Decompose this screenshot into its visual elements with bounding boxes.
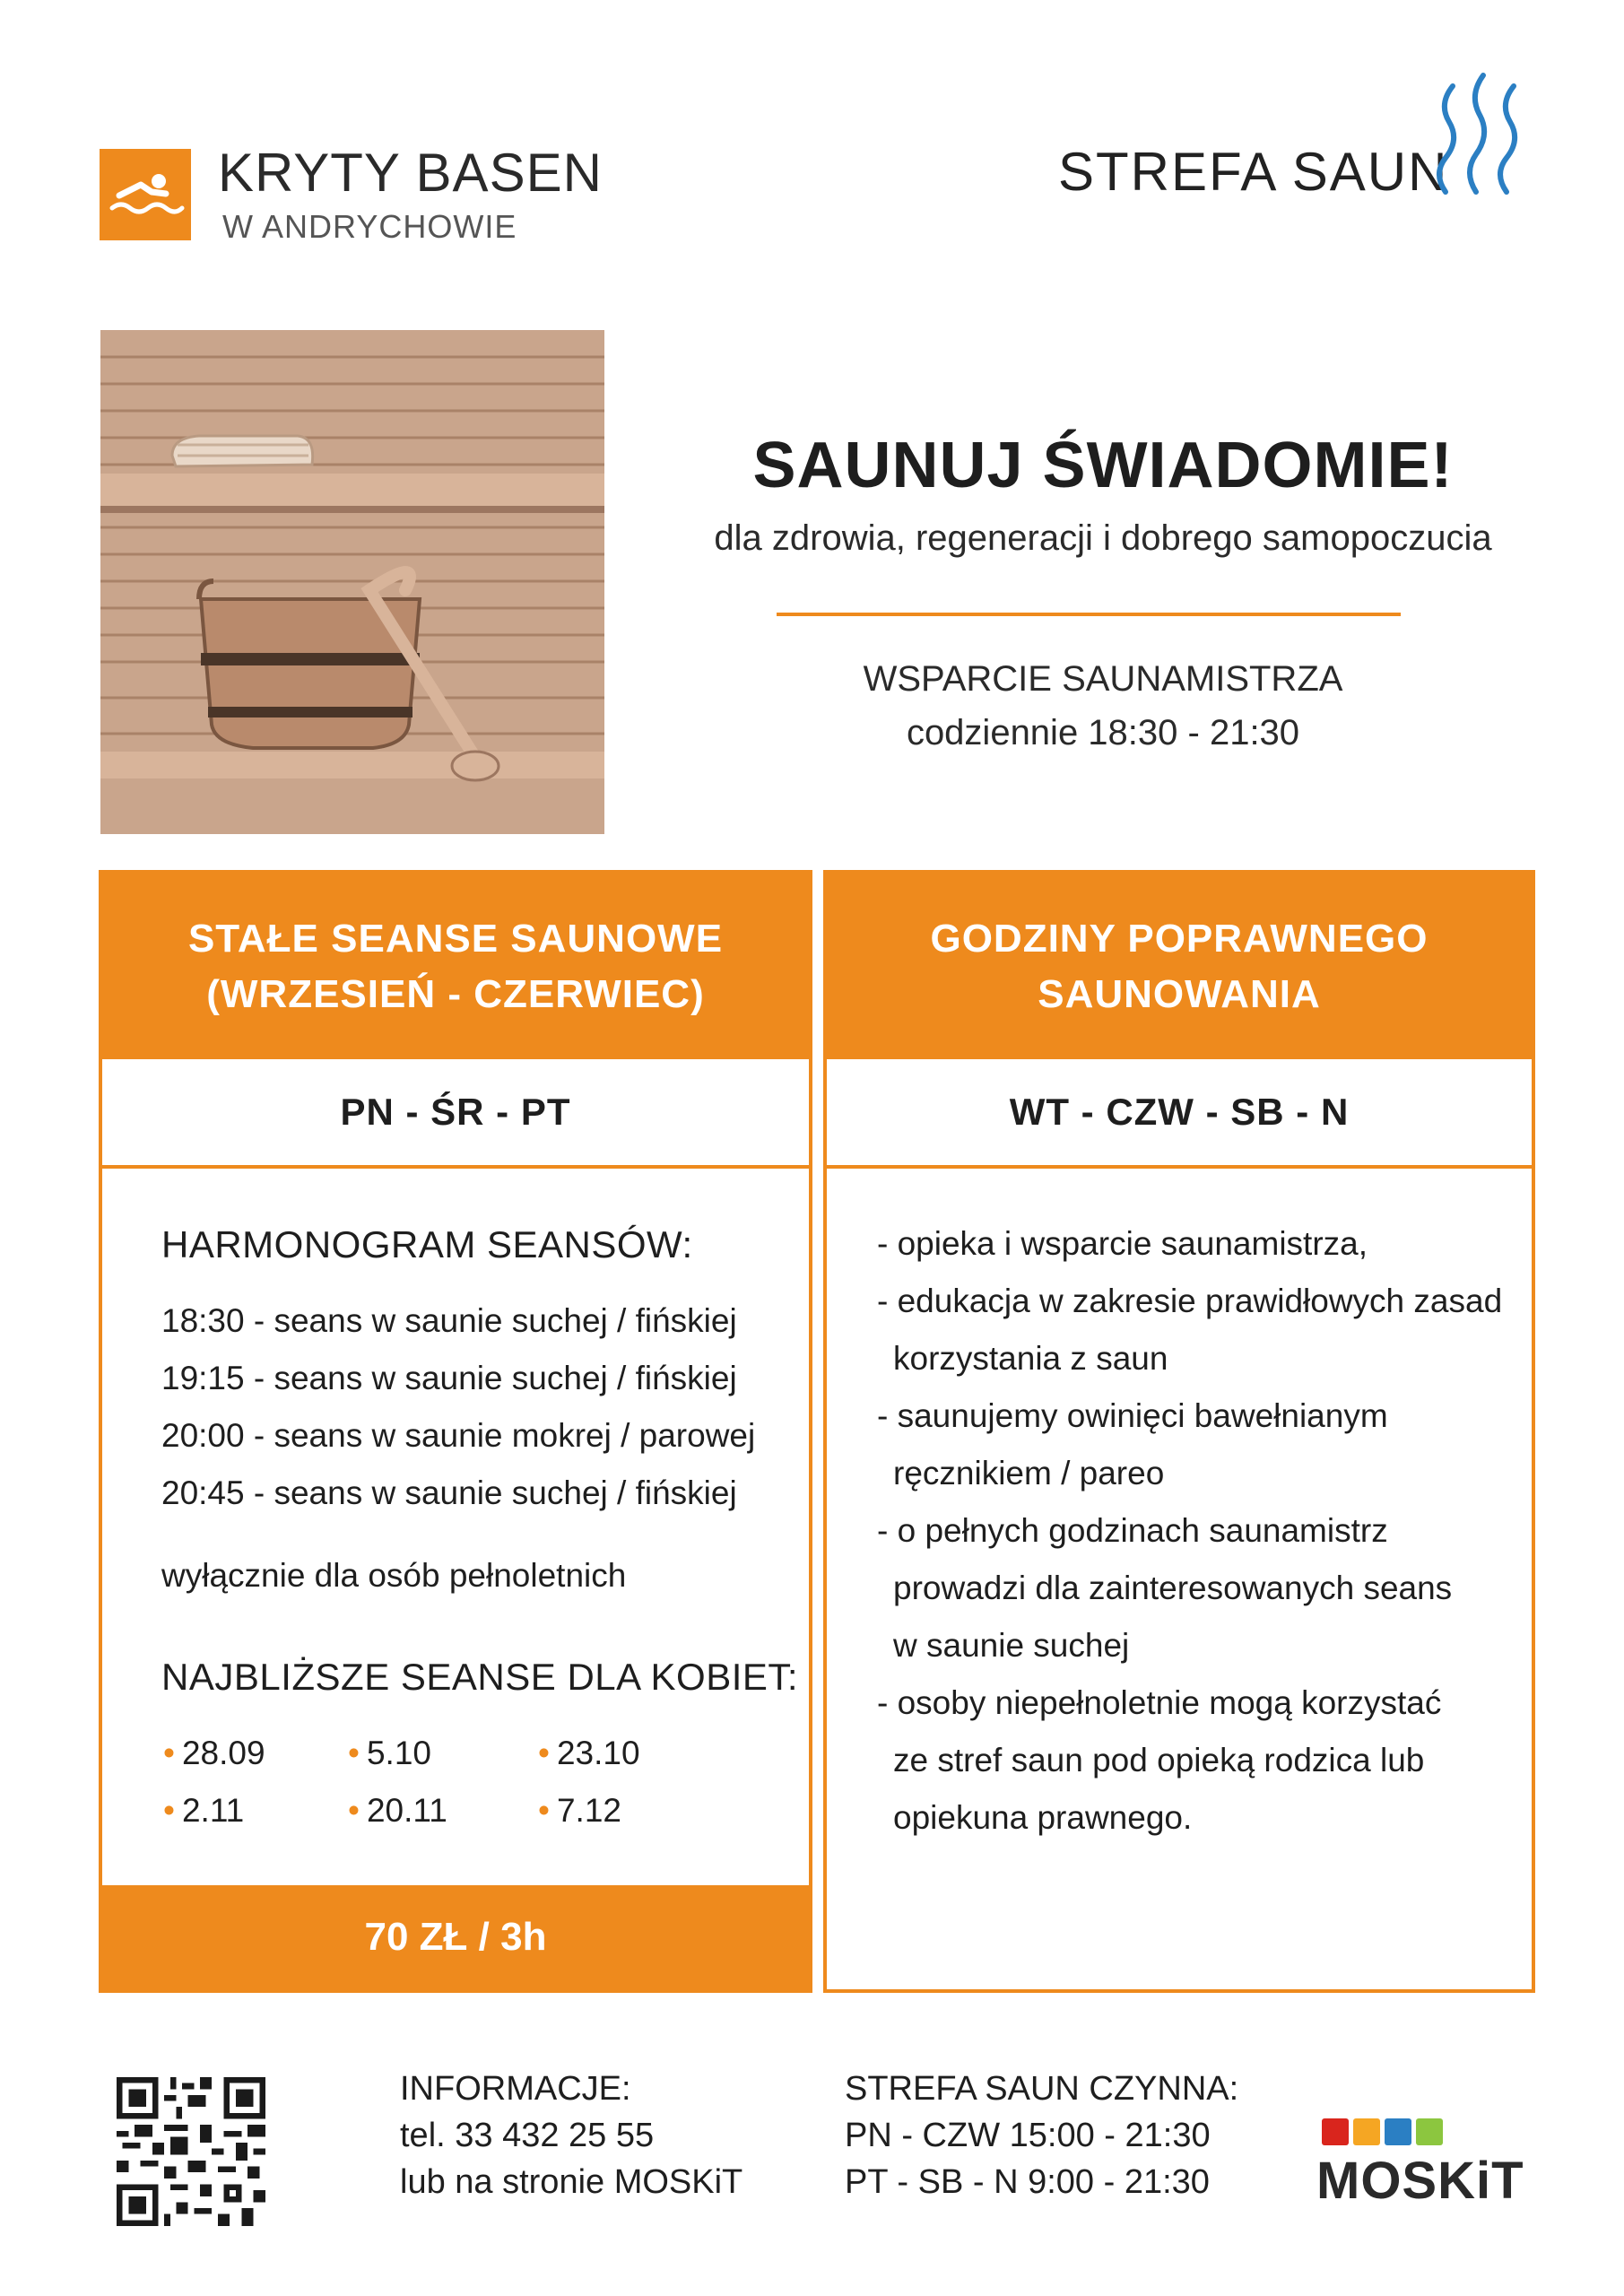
panel-days: PN - ŚR - PT: [102, 1059, 809, 1169]
logo-subtitle: W ANDRYCHOWIE: [222, 208, 517, 245]
proper-sauna-hours-panel: [823, 870, 1535, 1993]
bullet-icon: •: [538, 1735, 550, 1771]
qr-code[interactable]: [117, 2077, 265, 2226]
runner-icon: [1353, 2118, 1380, 2145]
panel-heading: [827, 874, 1532, 1059]
swimmer-icon: [100, 149, 191, 240]
info-line: - edukacja w zakresie prawidłowych zasad: [877, 1283, 1503, 1319]
info-line: ręcznikiem / pareo: [893, 1455, 1165, 1492]
support-title: WSPARCIE SAUNAMISTRZA: [863, 659, 1343, 699]
sauna-photo: [100, 330, 604, 834]
bullet-icon: •: [163, 1792, 175, 1829]
schedule-item: 18:30 - seans w saunie suchej / fińskiej: [161, 1302, 737, 1339]
women-sessions-title: NAJBLIŻSZE SEANSE DLA KOBIET:: [161, 1656, 799, 1698]
panel-days: WT - CZW - SB - N: [827, 1059, 1532, 1169]
info-title: INFORMACJE:: [400, 2070, 631, 2108]
hero-title: SAUNUJ ŚWIADOMIE!: [752, 430, 1454, 501]
brand-icons: [1322, 2118, 1447, 2150]
castle-icon: [1322, 2118, 1349, 2145]
support-hours: codziennie 18:30 - 21:30: [906, 713, 1300, 752]
women-date: • 5.10: [348, 1735, 431, 1771]
fixed-sessions-panel: [99, 870, 812, 1993]
panel-heading-line2: SAUNOWANIA: [1038, 971, 1321, 1016]
schedule-title: HARMONOGRAM SEANSÓW:: [161, 1223, 693, 1265]
info-line: korzystania z saun: [893, 1340, 1168, 1377]
bullet-icon: •: [163, 1735, 175, 1771]
hero-subtitle: dla zdrowia, regeneracji i dobrego samopoczucia: [714, 518, 1492, 558]
bullet-icon: •: [348, 1792, 360, 1829]
women-date: • 28.09: [163, 1735, 265, 1771]
swim-icon: [1416, 2118, 1443, 2145]
info-phone[interactable]: tel. 33 432 25 55: [400, 2117, 655, 2154]
zone-title: STREFA SAUN: [1058, 142, 1449, 202]
women-date: • 23.10: [538, 1735, 640, 1771]
theater-icon: [1385, 2118, 1411, 2145]
bullet-icon: •: [538, 1792, 550, 1829]
info-line: opiekuna prawnego.: [893, 1799, 1193, 1836]
panel-heading-line2: (WRZESIEŃ - CZERWIEC): [206, 971, 705, 1016]
panel-heading: [102, 874, 809, 1059]
info-line: - opieka i wsparcie saunamistrza,: [877, 1225, 1368, 1262]
bullet-icon: •: [348, 1735, 360, 1771]
women-date: • 7.12: [538, 1792, 621, 1829]
schedule-item: 19:15 - seans w saunie suchej / fińskiej: [161, 1360, 737, 1396]
schedule-item: 20:45 - seans w saunie suchej / fińskiej: [161, 1474, 737, 1511]
info-web[interactable]: lub na stronie MOSKiT: [400, 2163, 743, 2201]
adults-note: wyłącznie dla osób pełnoletnich: [161, 1557, 627, 1594]
women-date: • 2.11: [163, 1792, 245, 1829]
schedule-item: 20:00 - seans w saunie mokrej / parowej: [161, 1417, 756, 1454]
logo-title: KRYTY BASEN: [218, 143, 603, 203]
women-date: • 20.11: [348, 1792, 447, 1829]
info-line: - saunujemy owinięci bawełnianym: [877, 1397, 1388, 1434]
divider: [777, 613, 1401, 616]
price-label: 70 ZŁ / 3h: [102, 1885, 809, 1989]
hours-line: PT - SB - N 9:00 - 21:30: [845, 2163, 1210, 2201]
steam-icon: [1426, 68, 1533, 212]
hours-title: STREFA SAUN CZYNNA:: [845, 2070, 1239, 2108]
hours-line: PN - CZW 15:00 - 21:30: [845, 2117, 1211, 2154]
brand-logo: MOSKiT: [1316, 2152, 1524, 2210]
panel-heading-line1: STAŁE SEANSE SAUNOWE: [187, 916, 724, 961]
info-line: w saunie suchej: [893, 1627, 1130, 1664]
panel-heading-line1: GODZINY POPRAWNEGO: [930, 916, 1429, 961]
info-line: ze stref saun pod opieką rodzica lub: [893, 1742, 1425, 1779]
info-line: - o pełnych godzinach saunamistrz: [877, 1512, 1388, 1549]
info-line: - osoby niepełnoletnie mogą korzystać: [877, 1684, 1442, 1721]
info-line: prowadzi dla zainteresowanych seans: [893, 1570, 1453, 1606]
